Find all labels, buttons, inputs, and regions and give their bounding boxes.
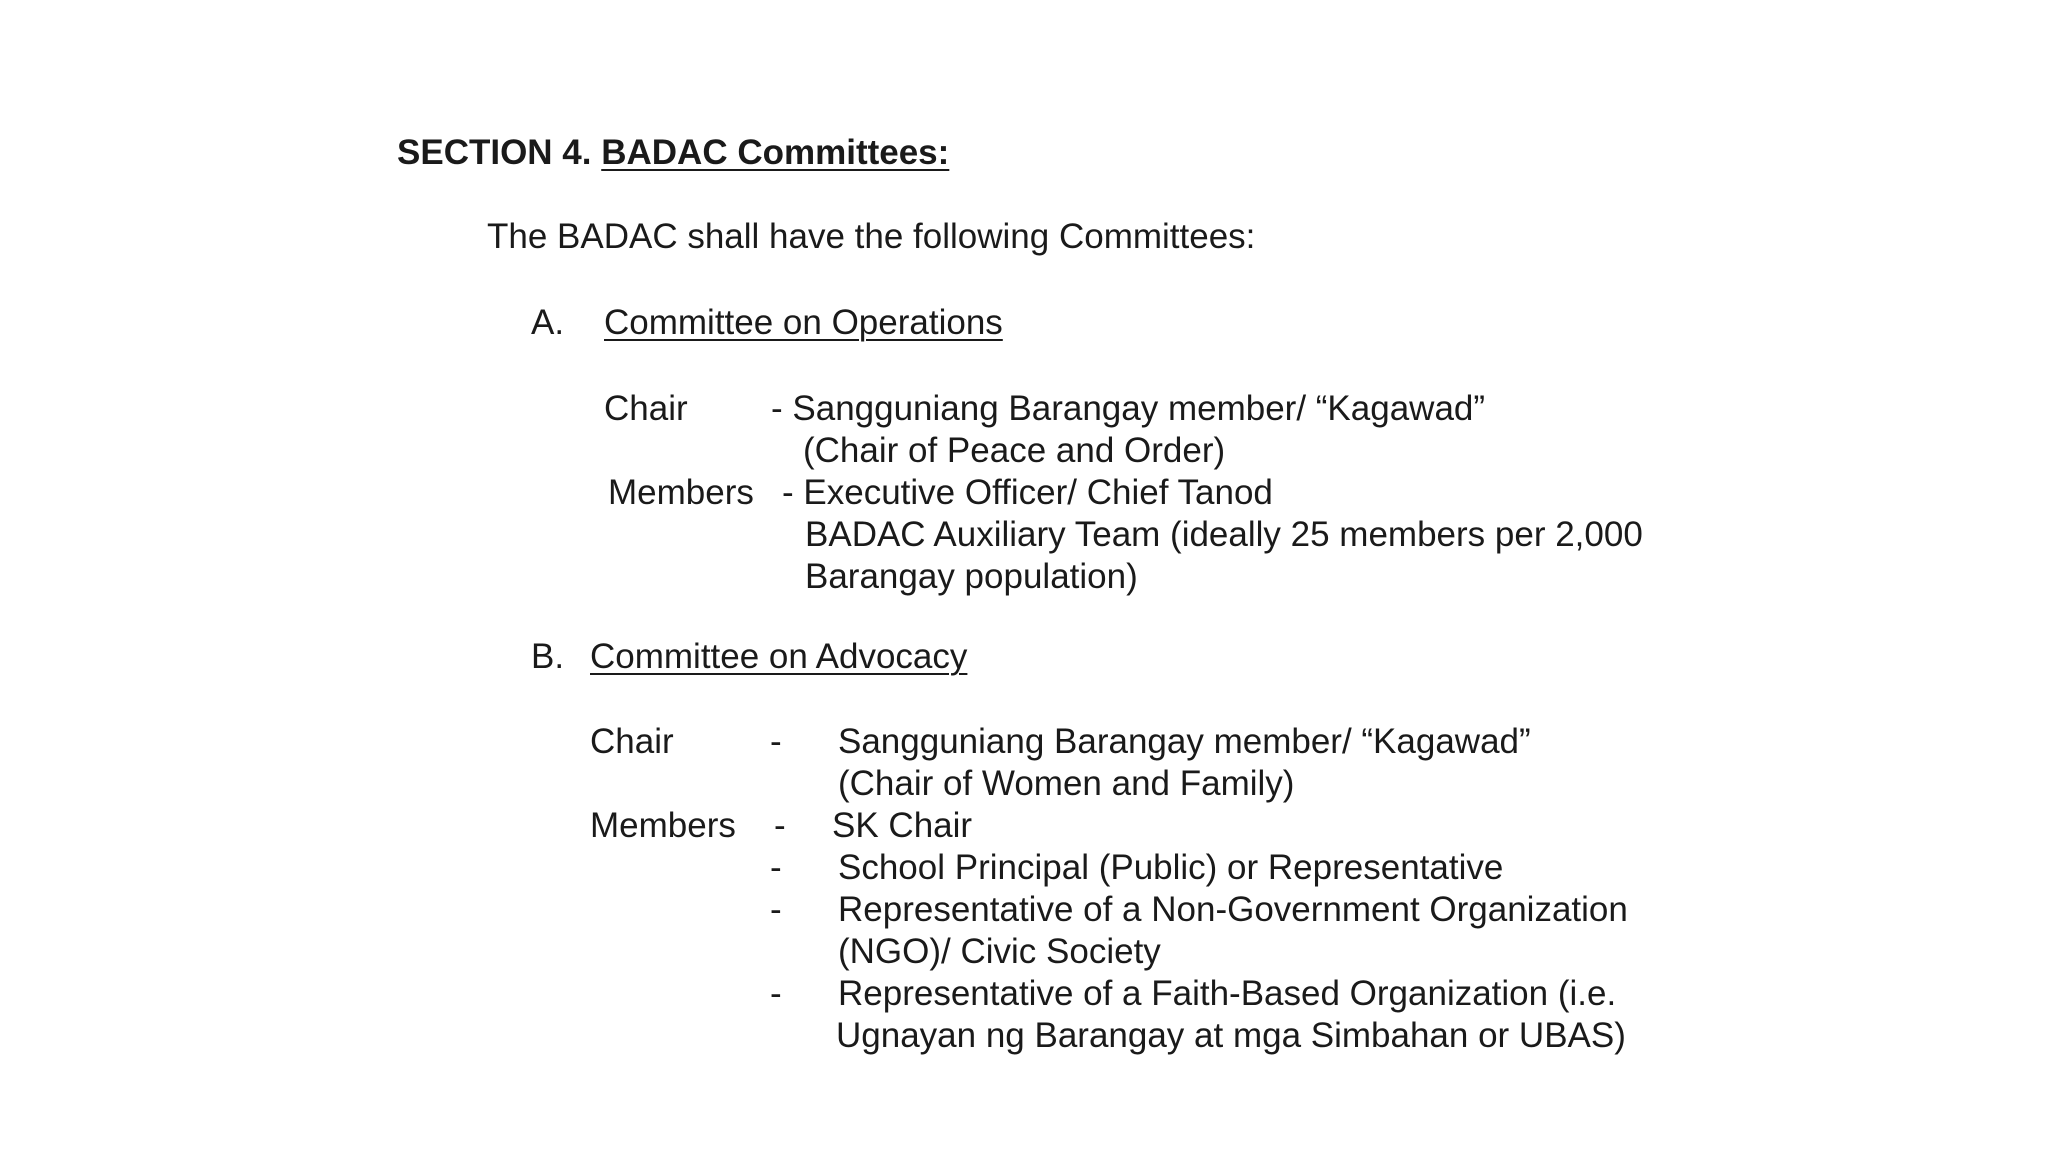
section-title: BADAC Committees: xyxy=(601,133,950,172)
section-heading xyxy=(397,132,949,174)
committee-a-members-label: Members xyxy=(608,473,754,512)
committee-a-members-line1: - Executive Officer/ Chief Tanod xyxy=(782,473,1273,512)
committee-b-member-dash: - xyxy=(770,848,782,887)
committee-b-chair-dash: - xyxy=(770,722,782,761)
committee-b-title: Committee on Advocacy xyxy=(590,637,968,676)
committee-b-member-ngo-line1: Representative of a Non-Government Organization xyxy=(838,890,1628,929)
committee-a-chair-line1: - Sangguniang Barangay member/ “Kagawad” xyxy=(771,389,1486,428)
committee-b-member-school-principal: School Principal (Public) or Representative xyxy=(838,848,1504,887)
committee-a-title: Committee on Operations xyxy=(604,303,1003,342)
section-number: SECTION 4. xyxy=(397,133,592,172)
committee-b-member-faith-line2: Ugnayan ng Barangay at mga Simbahan or UBAS) xyxy=(836,1016,1626,1055)
committee-a-chair-label: Chair xyxy=(604,389,688,428)
committee-b-member-ngo-line2: (NGO)/ Civic Society xyxy=(838,932,1161,971)
committee-a-members-line2: BADAC Auxiliary Team (ideally 25 members per 2,000 xyxy=(805,515,1643,554)
committee-a-chair-line2: (Chair of Peace and Order) xyxy=(803,431,1226,470)
committee-b-letter: B. xyxy=(531,637,565,676)
committee-b-member-dash: - xyxy=(770,890,782,929)
committee-b-members-label: Members xyxy=(590,806,736,845)
committee-b-chair-line2: (Chair of Women and Family) xyxy=(838,764,1295,803)
committee-b-chair-label: Chair xyxy=(590,722,674,761)
committee-a-members-line3: Barangay population) xyxy=(805,557,1138,596)
committee-b-member-sk-chair: SK Chair xyxy=(832,806,973,845)
intro-text: The BADAC shall have the following Committees: xyxy=(487,217,1256,256)
committee-b-chair-line1: Sangguniang Barangay member/ “Kagawad” xyxy=(838,722,1531,761)
committee-b-member-faith-line1: Representative of a Faith-Based Organization (i.e. xyxy=(838,974,1617,1013)
committee-b-member-dash: - xyxy=(770,974,782,1013)
committee-a-letter: A. xyxy=(531,303,565,342)
committee-b-members-dash: - xyxy=(774,806,786,845)
